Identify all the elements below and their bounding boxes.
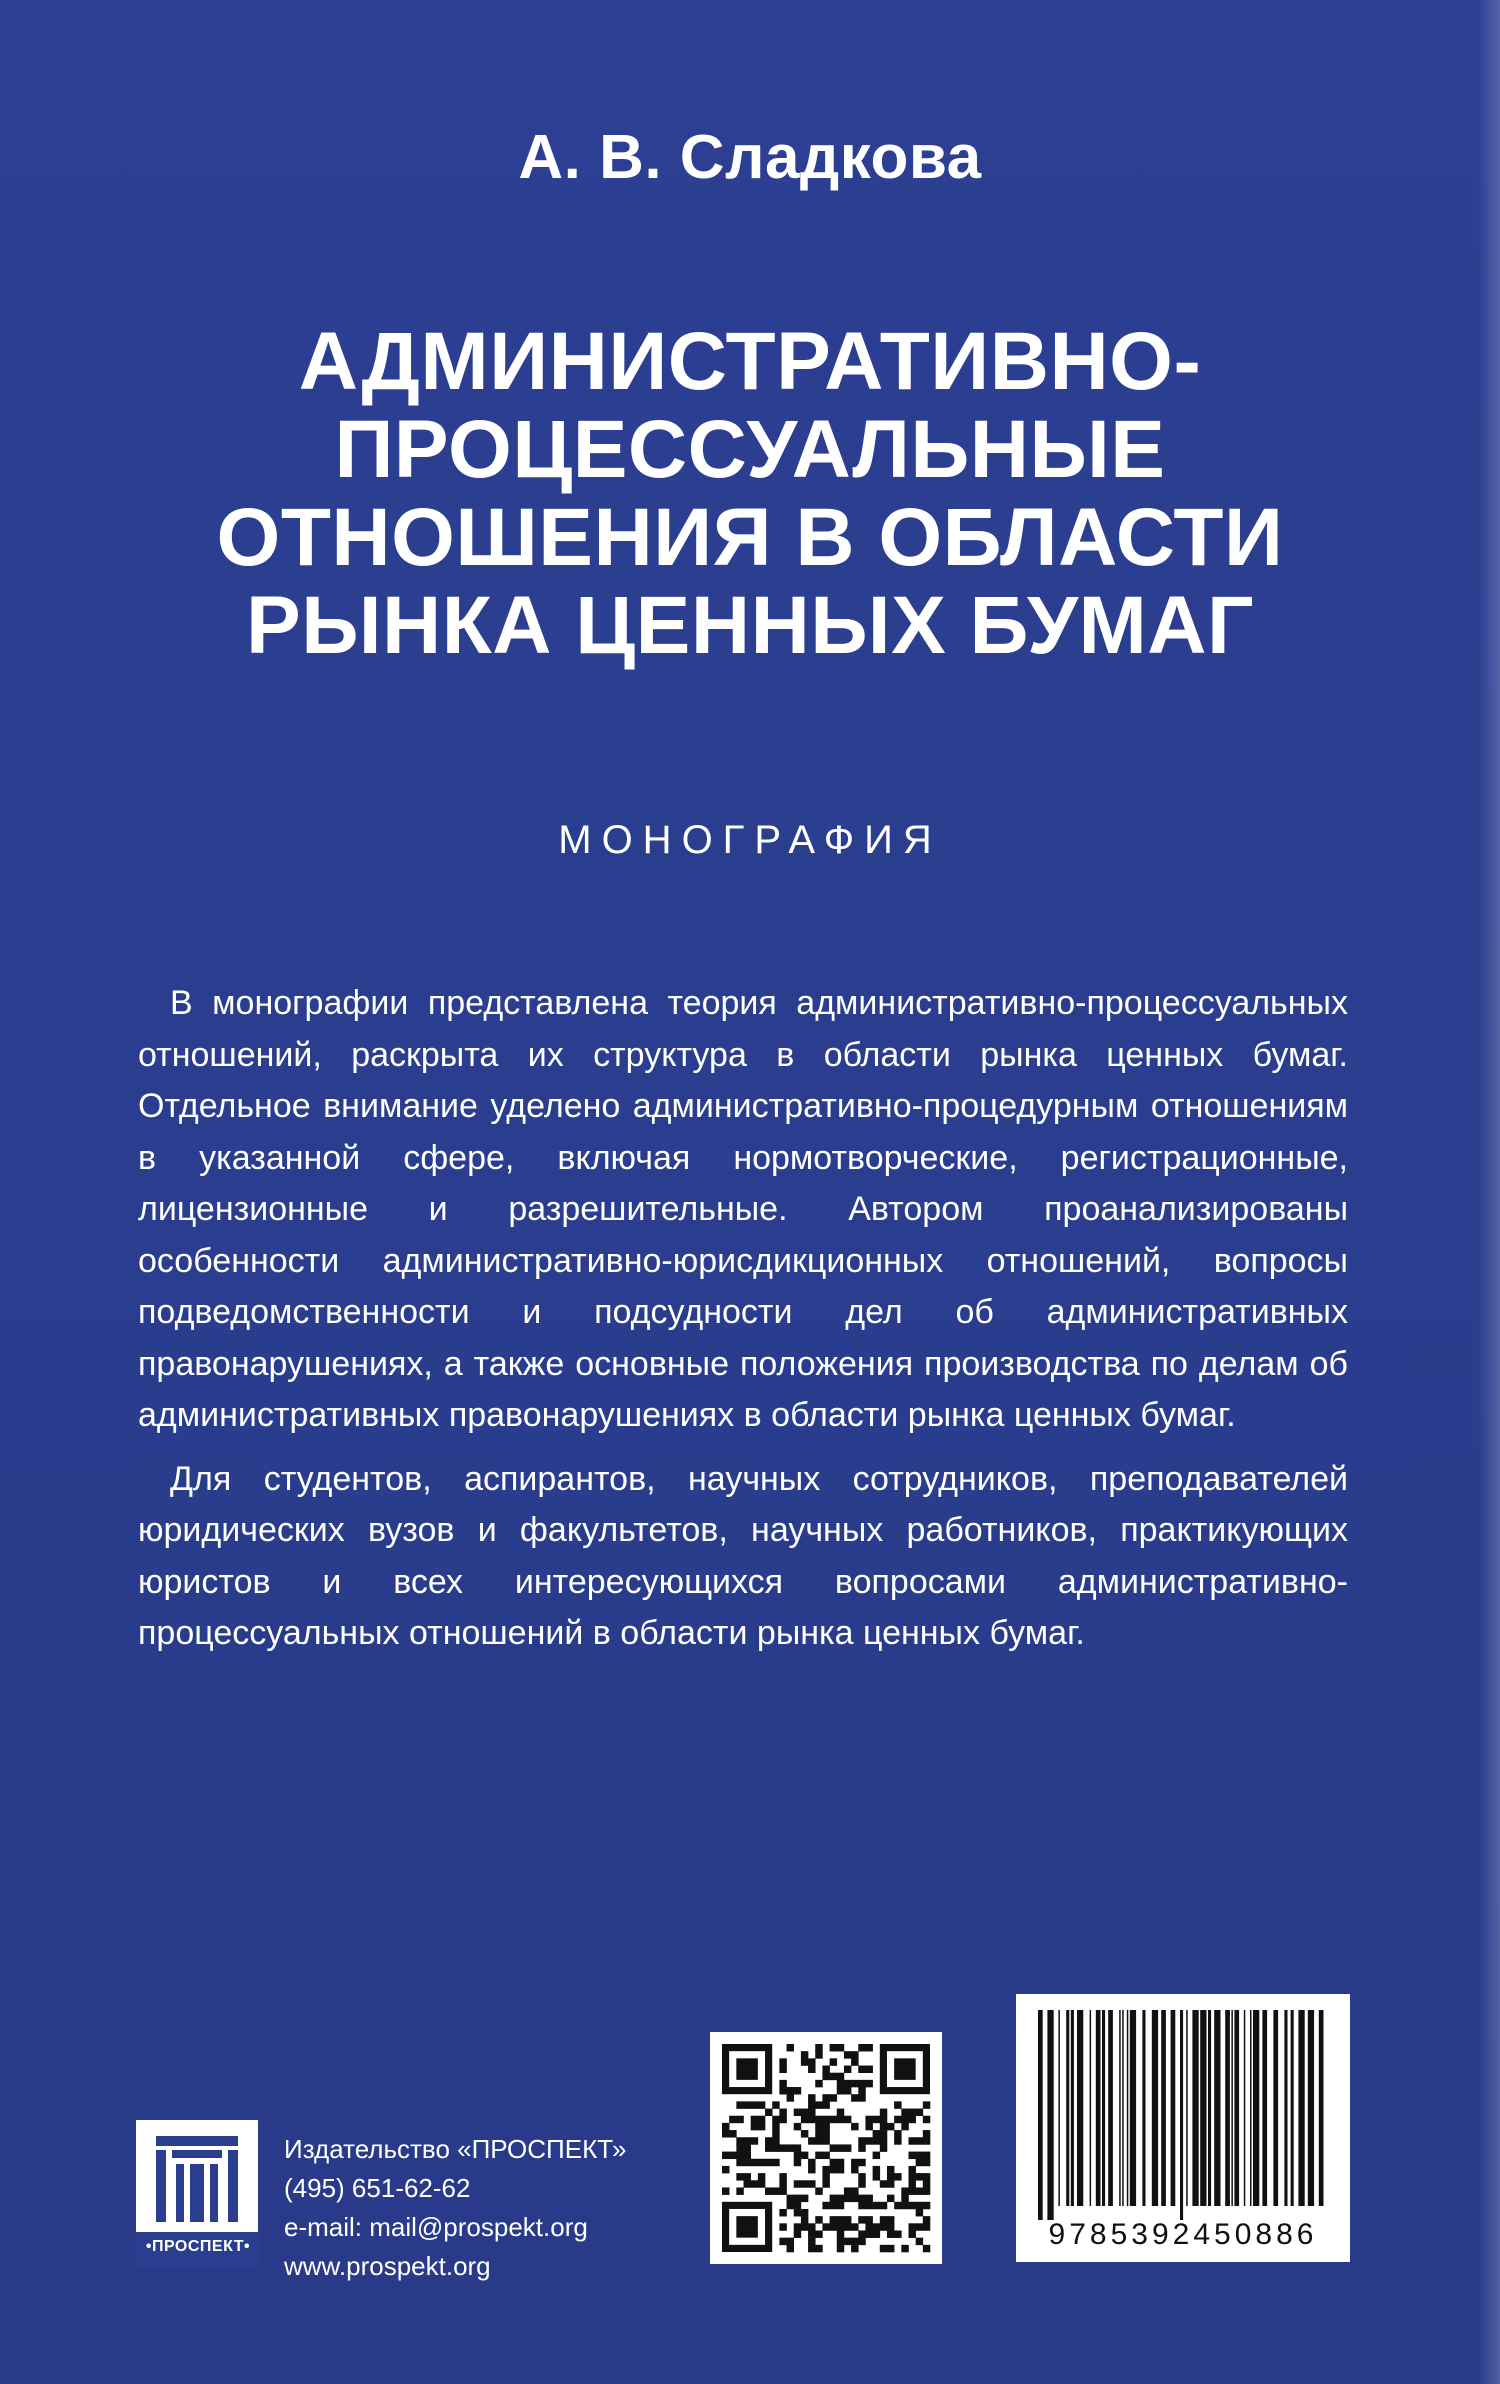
author-name: А. В. Сладкова bbox=[518, 123, 982, 192]
publisher-info bbox=[284, 2130, 704, 2286]
isbn-number: 9785392450886 bbox=[1048, 2218, 1318, 2251]
title-line: РЫНКА ЦЕННЫХ БУМАГ bbox=[246, 580, 1254, 671]
publisher-phone: (495) 651-62-62 bbox=[284, 2173, 471, 2203]
qr-code-icon bbox=[710, 2032, 942, 2264]
title-line: ОТНОШЕНИЯ В ОБЛАСТИ bbox=[216, 492, 1284, 583]
publisher-name: Издательство «ПРОСПЕКТ» bbox=[284, 2134, 627, 2164]
publisher-email: e-mail: mail@prospekt.org bbox=[284, 2212, 588, 2242]
audience-paragraph: Для студентов, аспирантов, научных сотрудников, преподавателей юридических вузов и факультетов, научных работников, практикующих юристов и всех интересующихся вопросами административно-процессуальных отношений в области рынка ценных бумаг. bbox=[138, 1459, 1348, 1652]
logo-label: •ПРОСПЕКТ• bbox=[145, 2238, 251, 2255]
title-line: АДМИНИСТРАТИВНО- bbox=[298, 316, 1202, 407]
barcode-icon bbox=[1016, 1994, 1350, 2262]
genre-label: МОНОГРАФИЯ bbox=[558, 818, 942, 862]
title-line: ПРОЦЕССУАЛЬНЫЕ bbox=[334, 404, 1166, 495]
publisher-website: www.prospekt.org bbox=[284, 2251, 491, 2281]
annotation-text bbox=[138, 978, 1348, 1672]
annotation-paragraph: В монографии представлена теория административно-процессуальных отношений, раскрыта их структура в области рынка ценных бумаг. Отдельное внимание уделено административно-процедурным отношениям в указанной сфере, включая нормотворческие, регистрационные, лицензионные и разрешительные. Автором проанализированы особенности административно-юрисдикционных отношений, вопросы подведомственности и подсудности дел об административных правонарушениях, а также основные положения производства по делам об административных правонарушениях в области рынка ценных бумаг. bbox=[138, 984, 1348, 1434]
book-title bbox=[0, 318, 1500, 670]
